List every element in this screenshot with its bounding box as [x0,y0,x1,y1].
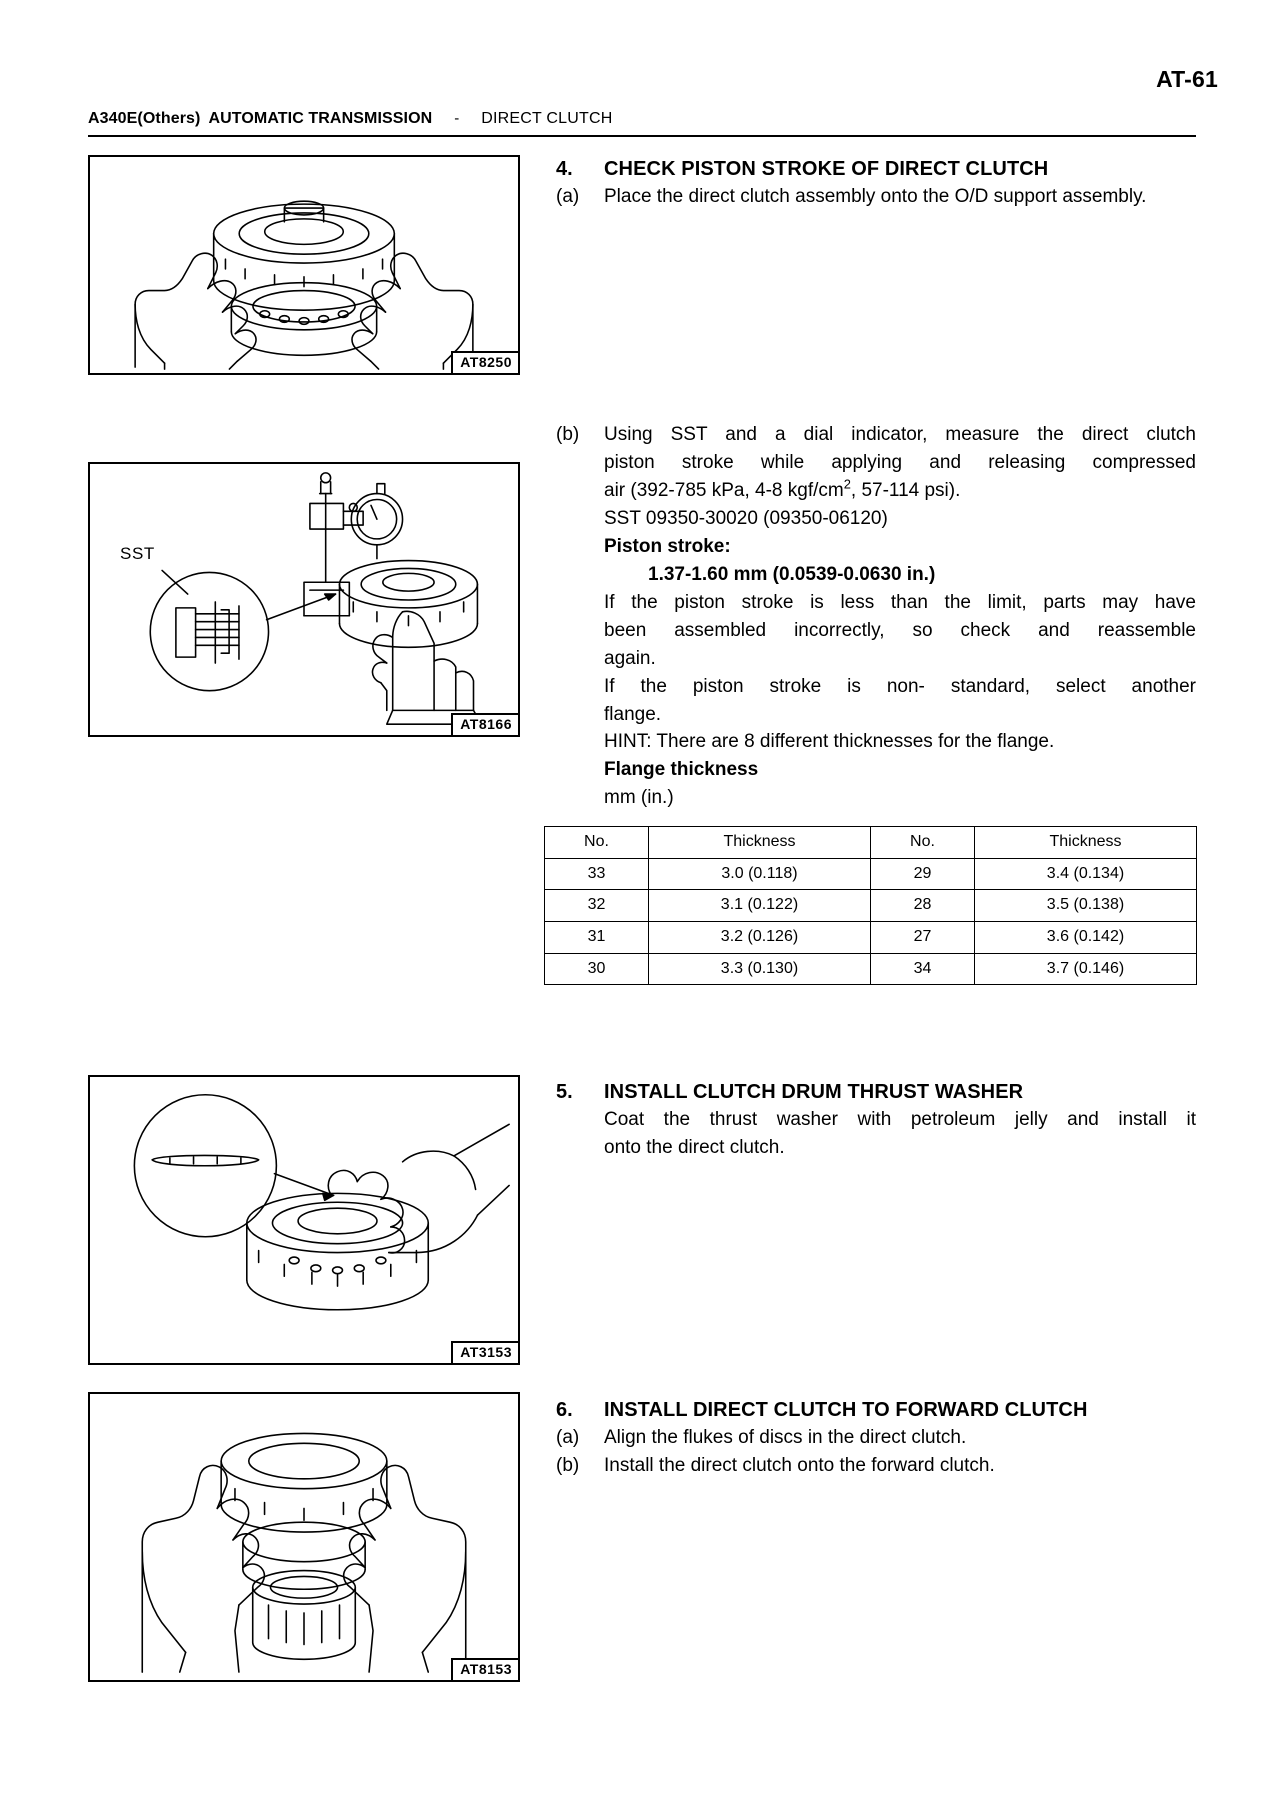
step-6-number: 6. [556,1399,573,1421]
step-4a [556,183,1196,211]
figure-at3153 [88,1075,520,1365]
table-cell: 3.0 (0.118) [649,858,871,890]
table-cell: 33 [545,858,649,890]
piston-stroke-label: Piston stroke: [604,536,731,557]
step-6b-text: Install the direct clutch onto the forward clutch. [604,1455,995,1477]
step-4b-line-2: piston stroke while applying and releasing compressed [604,452,1196,474]
step-6-title: INSTALL DIRECT CLUTCH TO FORWARD CLUTCH [604,1399,1088,1421]
table-cell: 3.2 (0.126) [649,922,871,954]
step-4b-line-1: Using SST and a dial indicator, measure the direct clutch [604,424,1196,446]
table-header-cell: Thickness [649,827,871,859]
figure-at8153-illustration [90,1394,518,1680]
table-cell: 27 [871,922,975,954]
header-separator: - [454,110,460,127]
step-5-text [604,1106,1196,1162]
hint-line: HINT: There are 8 different thicknesses for the flange. [604,731,1055,753]
step-5-line-1: Coat the thrust washer with petroleum jelly and install it [604,1109,1196,1131]
table-cell: 34 [871,953,975,985]
figure-at8250-illustration [90,157,518,373]
table-cell: 3.6 (0.142) [975,922,1197,954]
step-6b-marker: (b) [556,1455,580,1477]
air-pressure-pre: air (392-785 kPa, 4-8 kgf/cm [604,480,844,502]
page-number: AT-61 [1156,66,1218,92]
table-cell: 3.4 (0.134) [975,858,1197,890]
page-header [88,110,1196,128]
table-cell: 3.5 (0.138) [975,890,1197,922]
unit-label: mm (in.) [604,787,674,809]
figure-code: AT8250 [451,351,518,373]
step-4b-block [556,421,1196,985]
figure-at8153 [88,1392,520,1682]
header-section: DIRECT CLUTCH [481,110,613,127]
table-row [545,953,1197,985]
note-line-1: If the piston stroke is less than the limit, parts may have [604,591,1196,613]
step-6-block [556,1396,1196,1480]
note-line-4: If the piston stroke is non- standard, select another [604,675,1196,697]
step-6a [556,1424,1196,1452]
table-header-cell: No. [871,827,975,859]
table-row [545,922,1197,954]
table-cell: 3.7 (0.146) [975,953,1197,985]
flange-thickness-label: Flange thickness [604,759,759,781]
step-5-line-2: onto the direct clutch. [604,1137,785,1159]
figure-at8166 [88,462,520,737]
step-5-number: 5. [556,1081,573,1103]
step-5-block [556,1078,1196,1162]
figure-at8166-illustration [90,464,518,735]
air-pressure-post: , 57-114 psi). [850,480,961,502]
step-4-number: 4. [556,158,573,180]
instruction-column [556,155,1196,985]
step-6a-marker: (a) [556,1427,580,1449]
table-cell: 29 [871,858,975,890]
table-header-cell: No. [545,827,649,859]
note-line-2: been assembled incorrectly, so check and reassemble [604,619,1196,641]
table-row [545,890,1197,922]
figure-sst-label: SST [120,544,155,563]
superscript-two: 2 [843,476,851,492]
table-cell: 31 [545,922,649,954]
header-rule [88,135,1196,137]
table-header-row [545,827,1197,859]
table-header-cell: Thickness [975,827,1197,859]
step-5-heading [556,1078,1196,1106]
figure-code: AT8166 [451,713,518,735]
step-4b-text [604,421,1196,812]
header-model-code: A340E(Others) [88,110,201,127]
note-line-3: again. [604,647,656,669]
step-4a-text: Place the direct clutch assembly onto the O/D support assembly. [604,186,1147,208]
figure-code: AT3153 [451,1341,518,1363]
step-4b [556,421,1196,812]
piston-stroke-value: 1.37-1.60 mm (0.0539-0.0630 in.) [648,563,936,585]
figure-code: AT8153 [451,1658,518,1680]
step-4a-marker: (a) [556,186,580,208]
step-5-title: INSTALL CLUTCH DRUM THRUST WASHER [604,1081,1024,1103]
sst-number-line: SST 09350-30020 (09350-06120) [604,508,888,530]
table-cell: 32 [545,890,649,922]
note-line-5: flange. [604,703,662,725]
step-6b [556,1452,1196,1480]
step-6a-text: Align the flukes of discs in the direct clutch. [604,1427,967,1449]
header-title: AUTOMATIC TRANSMISSION [208,110,433,127]
step-6-heading [556,1396,1196,1424]
step-4-heading [556,155,1196,183]
step-4-title: CHECK PISTON STROKE OF DIRECT CLUTCH [604,158,1049,180]
table-row [545,858,1197,890]
figure-at8250 [88,155,520,375]
table-cell: 3.1 (0.122) [649,890,871,922]
figure-at3153-illustration [90,1077,518,1363]
flange-thickness-table [544,826,1197,985]
step-4b-marker: (b) [556,424,580,446]
table-cell: 3.3 (0.130) [649,953,871,985]
table-cell: 28 [871,890,975,922]
step-4b-line-3 [604,477,1196,505]
table-cell: 30 [545,953,649,985]
